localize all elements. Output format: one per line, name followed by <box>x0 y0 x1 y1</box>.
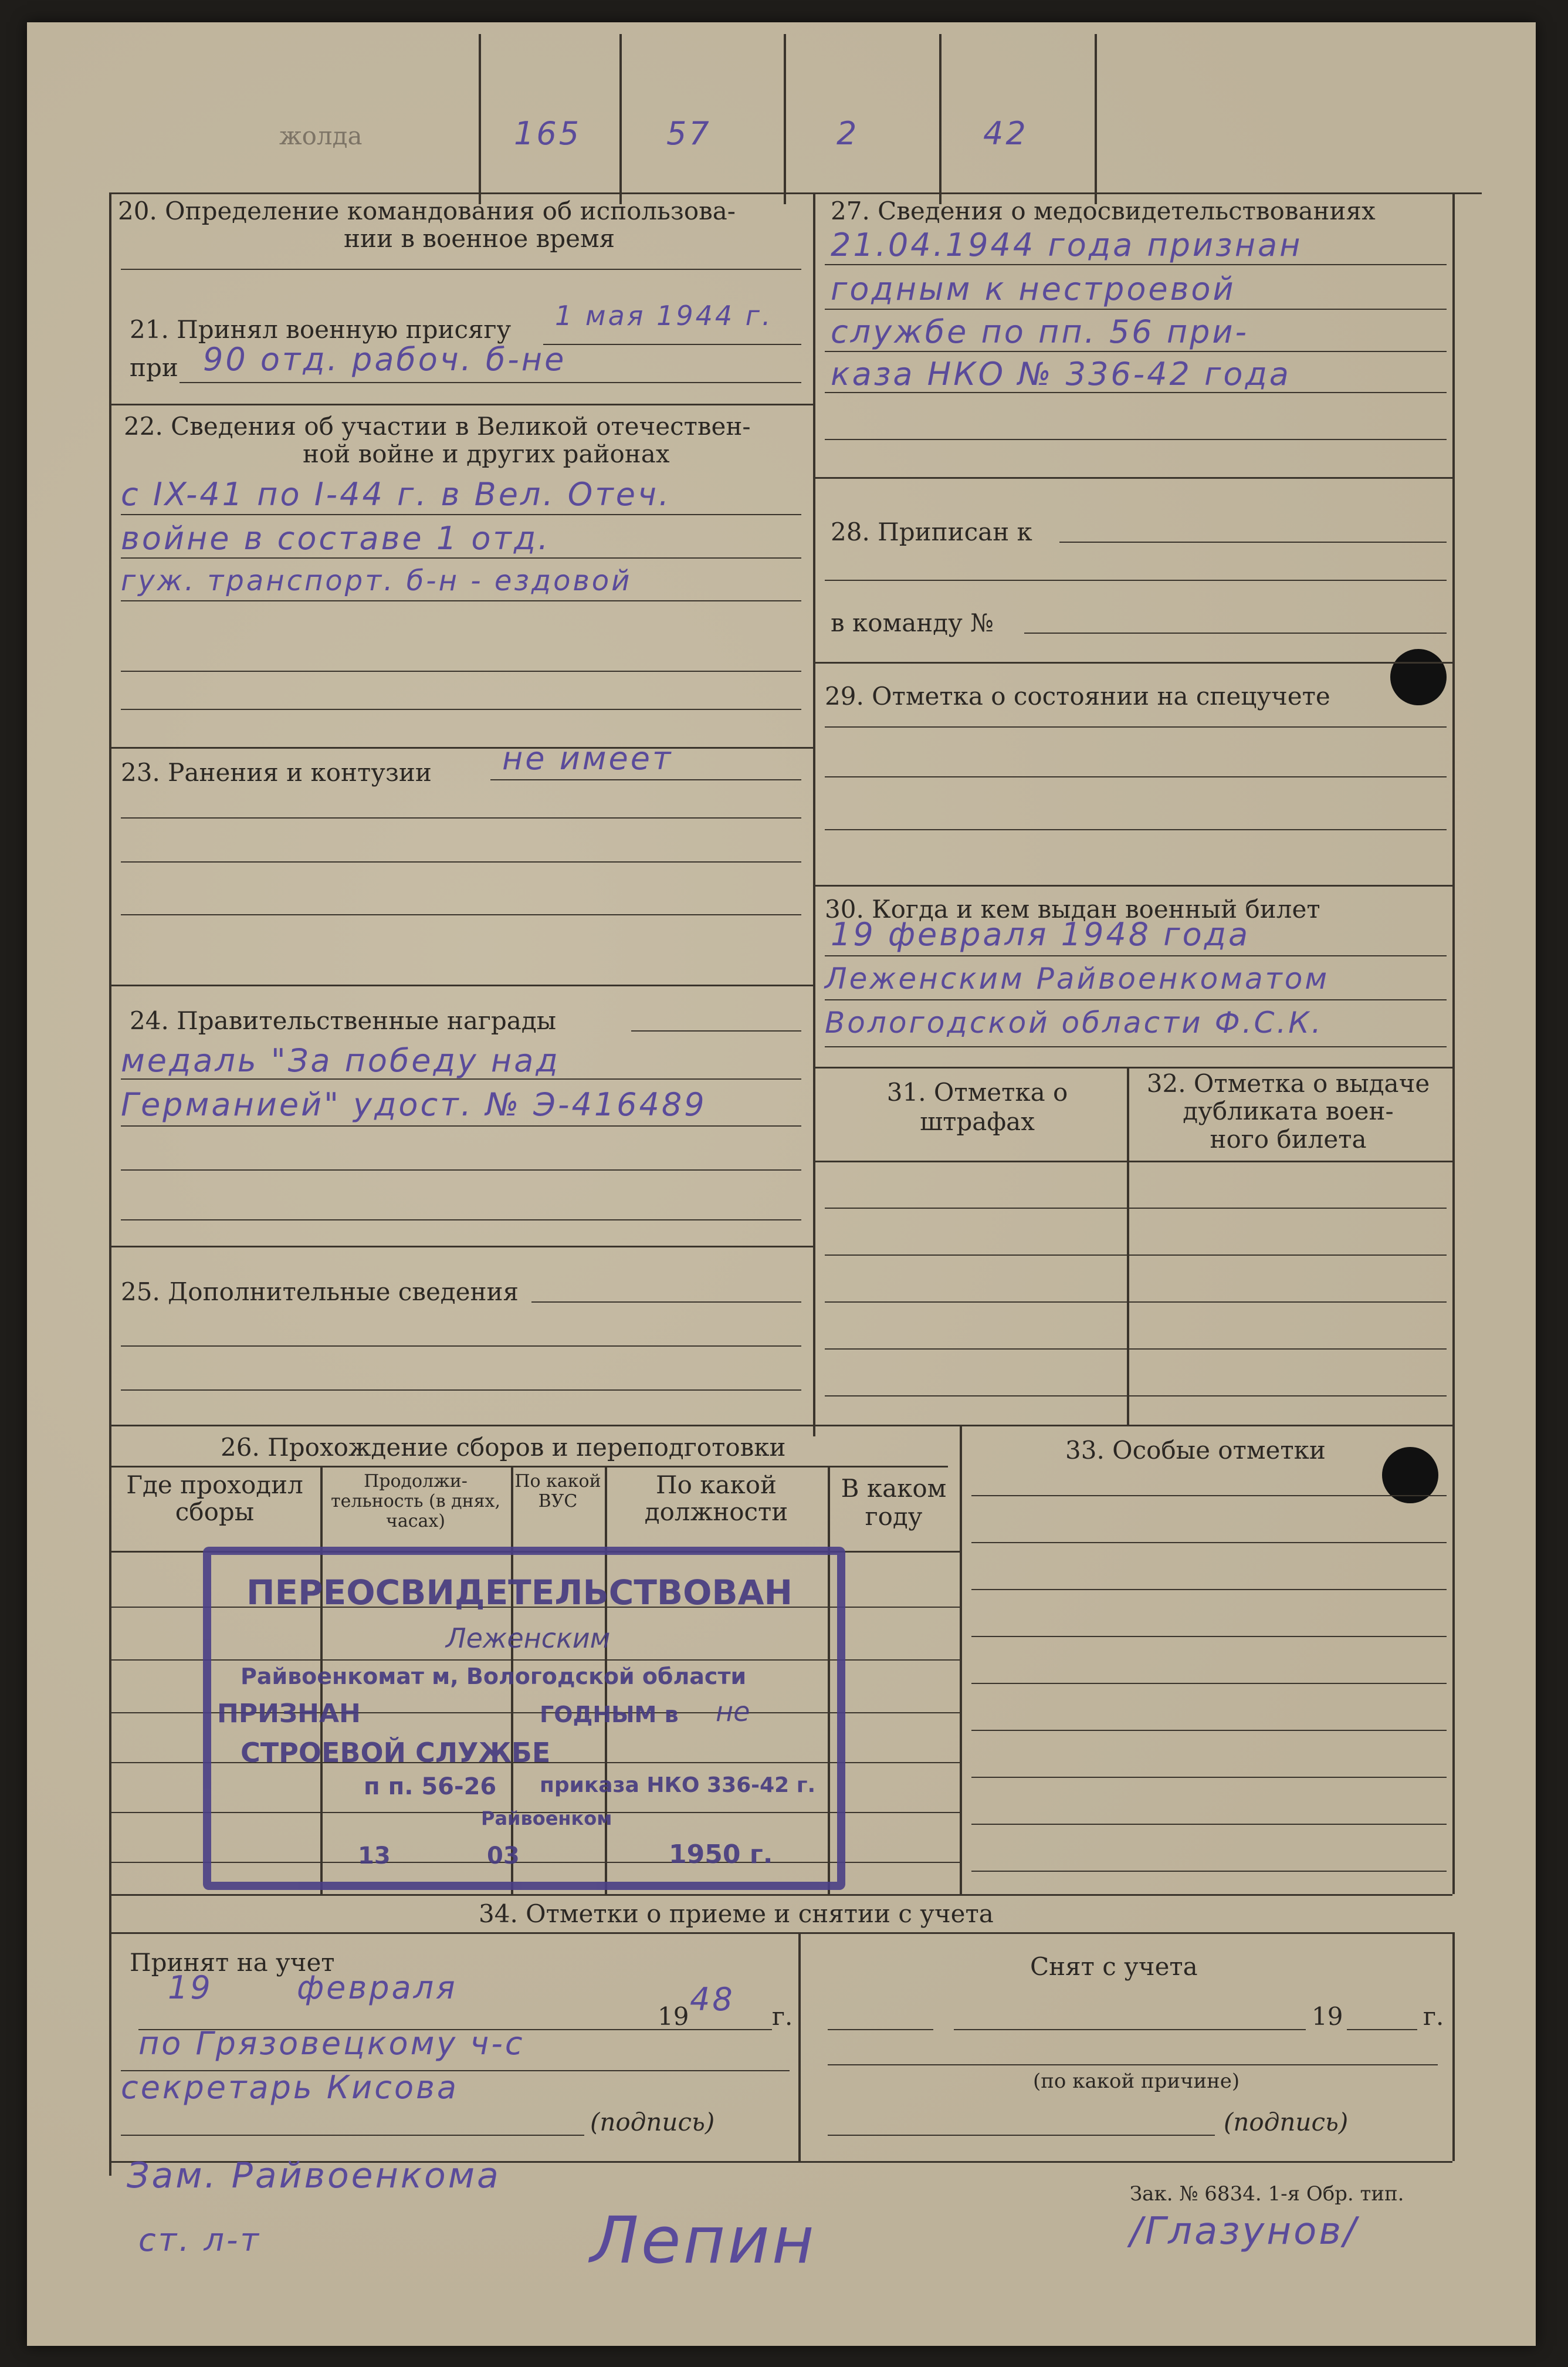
military-id-issue-line: 19 февраля 1948 года <box>831 916 1251 953</box>
signature-caption-2: (подпись) <box>1224 2108 1349 2136</box>
col-position: По какой должности <box>644 1470 788 1526</box>
section-31-label: 31. Отметка о <box>886 1078 1068 1107</box>
war-participation-line: войне в составе 1 отд. <box>121 520 551 557</box>
header-cell: 2 <box>837 115 859 152</box>
registered-label: Принят на учет <box>130 1948 335 1977</box>
re-examination-stamp: ПЕРЕОСВИДЕТЕЛЬСТВОВАН Леженским Райвоенкомат м, Вологодской области ПРИЗНАН ГОДНЫМ в не СТРОЕВОЙ СЛУЖБЕ п п. 56-26 приказа НКО 336-42 г. Райвоенком 13 03 1950 г. <box>203 1547 845 1890</box>
military-id-issue-line: Вологодской области Ф.С.К. <box>825 1006 1323 1040</box>
print-order-note: Зак. № 6834. 1-я Обр. тип. <box>1130 2182 1404 2206</box>
deputy-commissar-title: Зам. Райвоенкома <box>127 2155 501 2196</box>
section-25-label: 25. Дополнительные сведения <box>121 1277 519 1306</box>
rank-handwritten: ст. л-т <box>138 2221 261 2258</box>
deregistered-label: Снят с учета <box>1030 1952 1198 1981</box>
section-29-label: 29. Отметка о состоянии на спецучете <box>825 682 1330 711</box>
section-21-pri: при <box>130 353 178 382</box>
section-22-label: 22. Сведения об участии в Великой отечествен- <box>124 412 751 441</box>
oath-unit-handwritten: 90 отд. рабоч. б-не <box>203 341 567 378</box>
section-32-label-2: дубликата воен- <box>1183 1097 1394 1125</box>
registered-month: февраля <box>297 1969 458 2006</box>
header-cell: 42 <box>983 115 1028 152</box>
registered-day: 19 <box>168 1969 213 2006</box>
medical-exam-line: 21.04.1944 года признан <box>831 226 1303 263</box>
header-label: жолда <box>279 121 363 150</box>
deregistered-year-suffix: г. <box>1423 2002 1444 2031</box>
section-26-title: 26. Прохождение сборов и переподготовки <box>221 1433 786 1462</box>
section-30-label: 30. Когда и кем выдан военный билет <box>825 895 1320 924</box>
military-id-issue-line: Леженским Райвоенкоматом <box>825 962 1330 996</box>
registered-secretary: секретарь Кисова <box>121 2069 459 2106</box>
punch-hole <box>1390 649 1447 705</box>
header-cell: 165 <box>514 115 582 152</box>
war-participation-line: с IX-41 по I-44 г. в Вел. Отеч. <box>121 476 672 513</box>
section-20-label: 20. Определение командования об использова- <box>118 197 736 225</box>
col-duration: Продолжи-тельность (в днях, часах) <box>330 1471 501 1531</box>
commissar-name: /Глазунов/ <box>1130 2210 1359 2253</box>
deregistered-year-prefix: 19 <box>1312 2002 1343 2031</box>
section-23-label: 23. Ранения и контузии <box>121 758 432 787</box>
signature-caption: (подпись) <box>590 2108 715 2136</box>
section-20-label-2: нии в военное время <box>344 224 615 253</box>
col-where: Где проходил сборы <box>126 1470 303 1526</box>
medical-exam-line: годным к нестроевой <box>831 270 1236 307</box>
col-year: В каком году <box>841 1474 947 1531</box>
reason-caption: (по какой причине) <box>1033 2070 1240 2093</box>
registered-office: по Грязовецкому ч-с <box>138 2025 525 2062</box>
registered-year-suffix: г. <box>772 2002 793 2031</box>
medical-exam-line: каза НКО № 336-42 года <box>831 356 1291 393</box>
col-vus: По какой ВУС <box>514 1471 601 1512</box>
registered-year-prefix: 19 <box>658 2002 689 2031</box>
section-28-label-2: в команду № <box>831 608 994 637</box>
section-32-label-3: ного билета <box>1210 1125 1367 1154</box>
war-participation-line: гуж. транспорт. б-н - ездовой <box>121 564 632 597</box>
awards-line: медаль "За победу над <box>121 1042 560 1079</box>
military-id-card-page <box>27 22 1536 2346</box>
section-33-label: 33. Особые отметки <box>1065 1436 1326 1465</box>
awards-line: Германией" удост. № Э-416489 <box>121 1086 707 1123</box>
section-24-label: 24. Правительственные награды <box>130 1006 557 1035</box>
section-28-label: 28. Приписан к <box>831 518 1032 546</box>
section-31-label-2: штрафах <box>920 1107 1035 1136</box>
section-27-label: 27. Сведения о медосвидетельствованиях <box>831 197 1376 225</box>
section-21-label: 21. Принял военную присягу <box>130 315 512 344</box>
oath-date-handwritten: 1 мая 1944 г. <box>555 300 773 332</box>
commissar-signature: Лепин <box>590 2203 817 2278</box>
section-22-label-2: ной войне и других районах <box>303 439 670 468</box>
registered-year: 48 <box>690 1981 735 2018</box>
header-cell: 57 <box>666 115 712 152</box>
medical-exam-line: службе по пп. 56 при- <box>831 313 1249 350</box>
section-32-label: 32. Отметка о выдаче <box>1146 1069 1430 1098</box>
wounds-handwritten: не имеет <box>502 740 673 777</box>
section-34-title: 34. Отметки о приеме и снятии с учета <box>479 1899 994 1928</box>
